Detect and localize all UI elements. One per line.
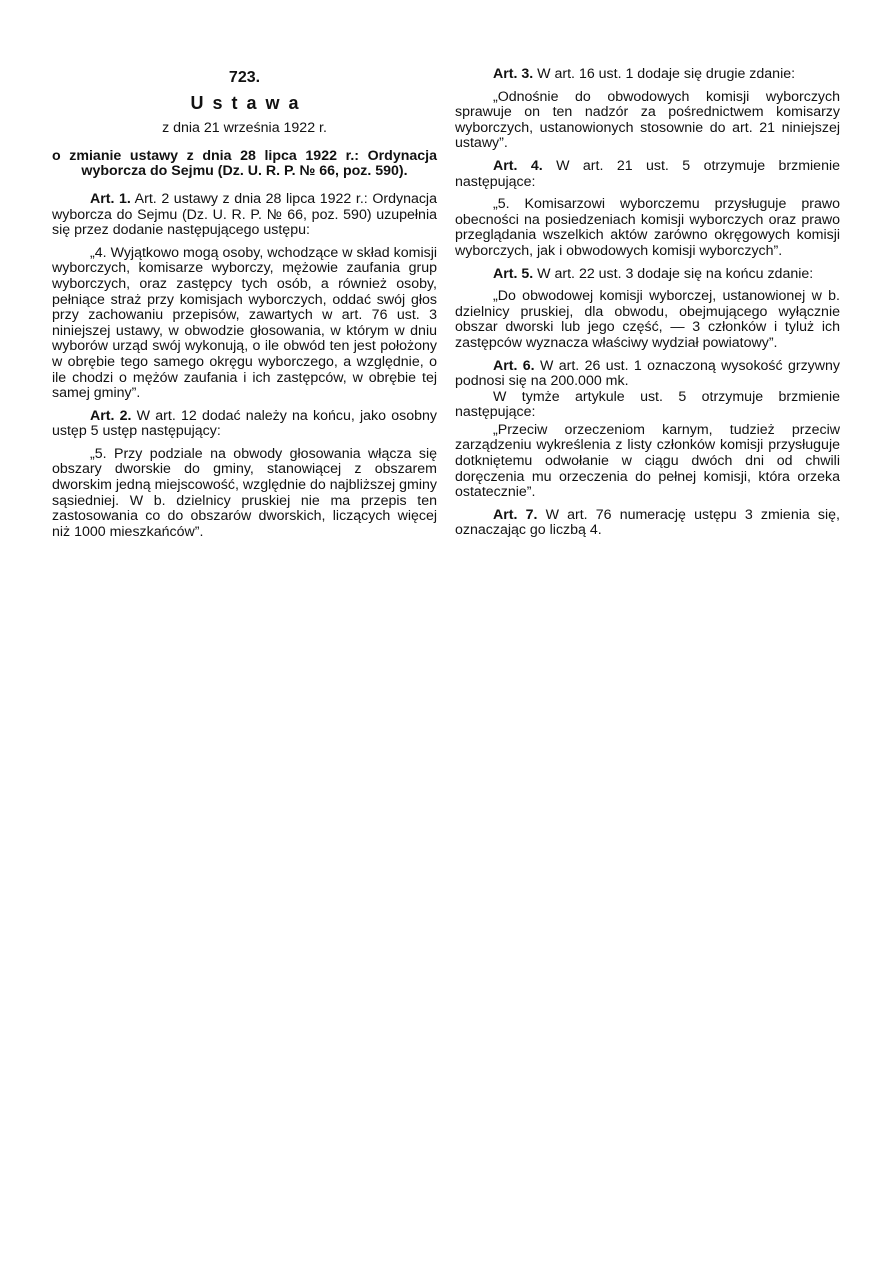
article-7-label: Art. 7.	[493, 506, 538, 523]
article-2-quote: „5. Przy podziale na obwody głosowania włącza się obszary dworskie do gminy, stanowiącej z obszarem dworskim jedną miejscowość, względnie do najbliższej gminy sąsiedniej. W b. dzielnicy pruskiej nie ma przepis ten zastosowania co do obszarów dworskich, liczących więcej niż 1000 mieszkańców”.	[52, 445, 437, 540]
article-6	[455, 359, 840, 390]
article-1-text: Art. 2 ustawy z dnia 28 lipca 1922 r.: Ordynacja wyborcza do Sejmu (Dz. U. R. P. № 66, poz. 590) uzupełnia się przez dodanie następującego ustępu:	[52, 190, 437, 239]
article-1-label: Art. 1.	[90, 190, 131, 207]
article-2	[52, 409, 437, 440]
article-1-quote: „4. Wyjątkowo mogą osoby, wchodzące w skład komisji wyborczych, komisarze wyborczy, mężowie zaufania grup wyborczych, oraz zastępcy tych osób, a również osoby, pełniące straż przy komisjach wyborczych, oddać swój głos przy zachowaniu przepisów, zawartych w art. 76 ust. 3 niniejszej ustawy, w obwodzie głosowania, w którym w dniu wyborów urząd swój wykonują, o ile obwód ten jest położony w obrębie tego samego okręgu wyborczego, a względnie, o ile chodzi o mężów zaufania i ich zastępców, w obrębie tej samej gminy”.	[52, 244, 437, 402]
act-title: Ustawa	[190, 92, 308, 113]
act-subject: o zmianie ustawy z dnia 28 lipca 1922 r.: Ordynacja wyborcza do Sejmu (Dz. U. R. P. № 66, poz. 590).	[52, 147, 437, 180]
article-5-quote: „Do obwodowej komisji wyborczej, ustanowionej w b. dzielnicy pruskiej, dla obwodu, obejmującego wyłącznie obszar dworski lub jego część, — 3 członków i tyluż ich zastępców wyznacza właściwy wydział powiatowy”.	[455, 288, 840, 351]
article-5-label: Art. 5.	[493, 265, 534, 282]
article-4-text: W art. 21 ust. 5 otrzymuje brzmienie następujące:	[455, 157, 840, 190]
article-7	[455, 508, 840, 539]
article-6-text-2: W tymże artykule ust. 5 otrzymuje brzmienie następujące:	[455, 388, 840, 421]
article-4-label: Art. 4.	[493, 157, 543, 174]
article-3	[455, 67, 840, 83]
article-3-text: W art. 16 ust. 1 dodaje się drugie zdanie:	[537, 66, 796, 82]
article-4-quote: „5. Komisarzowi wyborczemu przysługuje prawo obecności na posiedzeniach komisji wyborczych oraz prawo przeglądania wszelkich aktów zarówno okręgowych komisji wyborczych, jak i obwodowych komisji wyborczych”.	[455, 196, 840, 259]
article-1	[52, 192, 437, 239]
act-number: 723.	[228, 69, 261, 86]
article-6-quote: „Przeciw orzeczeniom karnym, tudzież przeciw zarządzeniu wykreślenia z listy członków komisji przysługuje dotkniętemu odwołanie w ciągu dwóch dni od chwili doręczenia mu orzeczenia do pełnej komisji, która orzeka ostatecznie”.	[455, 421, 840, 501]
article-6-text: W art. 26 ust. 1 oznaczoną wysokość grzywny podnosi się na 200.000 mk.	[455, 357, 840, 390]
left-column	[52, 64, 437, 547]
article-7-text: W art. 76 numerację ustępu 3 zmienia się, oznaczając go liczbą 4.	[455, 506, 840, 539]
act-date: z dnia 21 września 1922 r.	[162, 120, 327, 137]
article-2-text: W art. 12 dodać należy na końcu, jako osobny ustęp 5 ustęp następujący:	[52, 407, 437, 440]
article-3-label: Art. 3.	[493, 66, 534, 82]
article-5	[455, 267, 840, 283]
article-5-text: W art. 22 ust. 3 dodaje się na końcu zdanie:	[537, 265, 814, 282]
article-6-label: Art. 6.	[493, 357, 535, 374]
article-3-quote: „Odnośnie do obwodowych komisji wyborczych sprawuje on ten nadzór za pośrednictwem komisarzy wyborczych, ustanowionych stosownie do art. 21 niniejszej ustawy”.	[455, 88, 840, 152]
article-4	[455, 159, 840, 190]
right-column	[455, 67, 840, 546]
article-2-label: Art. 2.	[90, 407, 132, 424]
